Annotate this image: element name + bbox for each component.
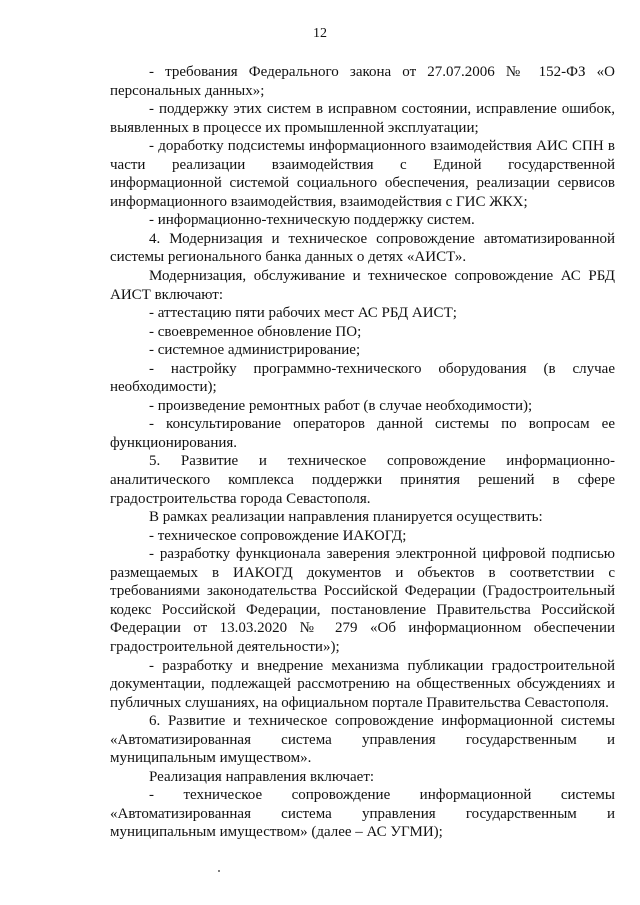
- list-item-publication-mechanism: - разработку и внедрение механизма публикации градостроительной документации, подлежащей рассмотрению на общественных обсуждениях и публичных слушаниях, на официальном портале Правительства Севастополя.: [110, 657, 615, 711]
- paragraph-direction-includes: Реализация направления включает:: [149, 768, 375, 785]
- paragraph-planned-actions: В рамках реализации направления планируется осуществить:: [149, 509, 543, 526]
- list-item-digital-signature: - разработку функционала заверения электронной цифровой подписью размещаемых в ИАКОГД документов и объектов в соответствии с требованиями законодательства Российской Федерации (Градостроительный кодекс Российской Федерации, постановление Правительства Российской Федерации от 13.03.2020 № 279 «Об информационном обеспечении градостроительной деятельности»);: [110, 546, 615, 655]
- list-item-software-update: - своевременное обновление ПО;: [149, 323, 362, 340]
- list-item-iakogd-support: - техническое сопровождение ИАКОГД;: [149, 527, 407, 544]
- list-item-asugmi-support: - техническое сопровождение информационной системы «Автоматизированная система управления государственным и муниципальным имуществом» (далее – АС УГМИ);: [110, 787, 615, 841]
- section-heading-4: 4. Модернизация и техническое сопровождение автоматизированной системы регионального банка данных о детях «АИСТ».: [110, 230, 615, 266]
- list-item-operator-consulting: - консультирование операторов данной системы по вопросам ее функционирования.: [110, 416, 615, 451]
- list-item-tech-support: - информационно-техническую поддержку систем.: [149, 212, 475, 229]
- list-item-system-admin: - системное администрирование;: [149, 342, 361, 359]
- list-item-subsystem-improvement: - доработку подсистемы информационного взаимодействия АИС СПН в части реализации взаимодействия с Единой государственной информационной системой социального обеспечения, реализации сервисов информационного взаимодействия, взаимодействия с ГИС ЖКХ;: [110, 138, 615, 210]
- scan-speck: [218, 870, 220, 872]
- document-body: [110, 63, 615, 842]
- section-heading-5: 5. Развитие и техническое сопровождение информационно-аналитического комплекса поддержки принятия решений в сфере градостроительства города Севастополя.: [110, 453, 615, 507]
- list-item-law-requirements: - требования Федерального закона от 27.07.2006 № 152-ФЗ «О персональных данных»;: [110, 64, 615, 99]
- section-heading-6: 6. Развитие и техническое сопровождение информационной системы «Автоматизированная система управления государственным и муниципальным имуществом».: [110, 713, 615, 767]
- paragraph-modernization-intro: Модернизация, обслуживание и техническое сопровождение АС РБД АИСТ включают:: [110, 268, 615, 303]
- list-item-repair-works: - произведение ремонтных работ (в случае необходимости);: [149, 397, 533, 414]
- list-item-support-systems: - поддержку этих систем в исправном состоянии, исправление ошибок, выявленных в процессе их промышленной эксплуатации;: [110, 101, 615, 136]
- list-item-attestation: - аттестацию пяти рабочих мест АС РБД АИСТ;: [149, 305, 457, 322]
- list-item-equipment-setup: - настройку программно-технического оборудования (в случае необходимости);: [110, 360, 615, 396]
- page-number: 12: [313, 26, 327, 41]
